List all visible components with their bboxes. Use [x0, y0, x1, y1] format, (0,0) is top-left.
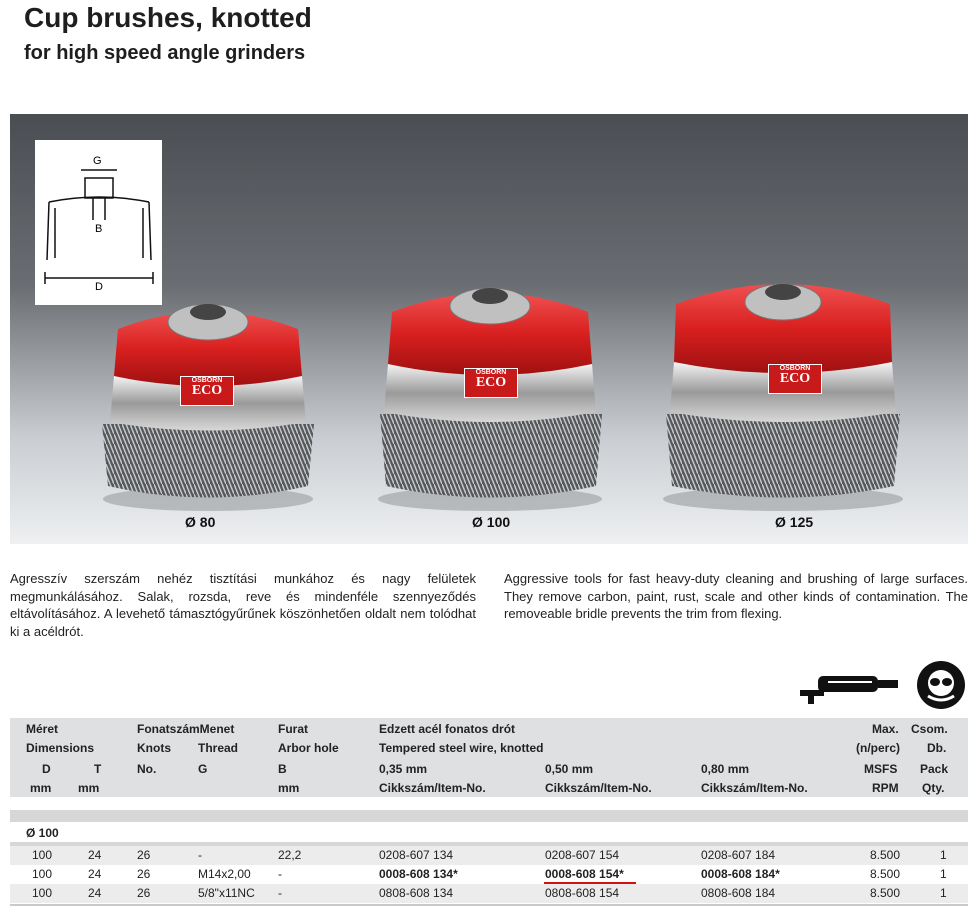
header-wire-050: 0,50 mm	[545, 762, 594, 776]
header-item-no: Cikkszám/Item-No.	[701, 781, 808, 795]
header-b: B	[278, 762, 287, 776]
header-g: G	[198, 762, 208, 776]
brush-100	[378, 288, 602, 511]
header-arbor-hole: Arbor hole	[278, 741, 339, 755]
header-csom: Csom.	[911, 722, 948, 736]
page-title: Cup brushes, knotted	[24, 2, 312, 33]
header-knots-hu: FonatszámMenet	[137, 722, 235, 736]
header-knots: Knots	[137, 741, 171, 755]
header-item-no: Cikkszám/Item-No.	[379, 781, 486, 795]
brush-80	[102, 304, 314, 511]
safety-goggles-icon	[916, 660, 966, 710]
eco-logo: OSBORN ECO	[464, 368, 518, 398]
table-bottom-border	[10, 904, 968, 906]
header-wire-hu: Edzett acél fonatos drót	[379, 722, 516, 736]
caption-125: Ø 125	[775, 514, 814, 530]
header-dimensions: Dimensions	[26, 741, 95, 755]
caption-100: Ø 100	[472, 514, 511, 530]
header-item-no: Cikkszám/Item-No.	[545, 781, 652, 795]
header-meret: Méret	[26, 722, 59, 736]
table-row: 100 24 26 - 22,2 0208-607 134 0208-607 154 0208-607 184 8.500 1	[10, 846, 968, 865]
header-furat: Furat	[278, 722, 308, 736]
brush-125	[663, 284, 903, 511]
header-wire-035: 0,35 mm	[379, 762, 428, 776]
header-nperc: (n/perc)	[856, 741, 901, 755]
header-rpm: RPM	[872, 781, 899, 795]
header-qty: Qty.	[922, 781, 945, 795]
page-subtitle: for high speed angle grinders	[24, 42, 306, 64]
header-max: Max.	[872, 722, 899, 736]
eco-logo: OSBORN ECO	[180, 376, 234, 406]
table-row: 100 24 26 M14x2,00 - 0008-608 134* 0008-608 154* 0008-608 184* 8.500 1	[10, 865, 968, 884]
angle-grinder-icon	[798, 668, 902, 706]
description-en: Aggressive tools for fast heavy-duty cleaning and brushing of large surfaces. They remove carbon, paint, rust, scale and other kinds of contamination. The removeable bridle prevents the trim from flexing.	[504, 571, 968, 621]
table-row: 100 24 26 5/8"x11NC - 0808-608 134 0808-608 154 0808-608 184 8.500 1	[10, 884, 968, 903]
eco-logo: OSBORN ECO	[768, 364, 822, 394]
header-mm: mm	[30, 781, 52, 795]
header-mm: mm	[78, 781, 100, 795]
header-mm: mm	[278, 781, 300, 795]
header-db: Db.	[927, 741, 947, 755]
table-separator	[10, 810, 968, 822]
header-t: T	[94, 762, 102, 776]
caption-80: Ø 80	[185, 514, 216, 530]
svg-text:B: B	[95, 223, 103, 235]
header-d: D	[42, 762, 51, 776]
svg-text:D: D	[95, 281, 103, 293]
header-wire-080: 0,80 mm	[701, 762, 750, 776]
group-label: Ø 100	[26, 826, 59, 840]
header-no: No.	[137, 762, 157, 776]
header-pack: Pack	[920, 762, 949, 776]
header-msfs: MSFS	[864, 762, 898, 776]
technical-diagram	[35, 140, 162, 305]
svg-text:G: G	[93, 155, 102, 167]
header-thread: Thread	[198, 741, 239, 755]
description-hu: Agresszív szerszám nehéz tisztítási munkához és nagy felületek megmunkálásához. Salak, rozsda, reve és mindenféle szennyeződés eltávolításához. A levehető támasztógyűrűnek köszönhetően oldalt nem tolódhat ki a acéldrót.	[10, 571, 476, 639]
header-wire-en: Tempered steel wire, knotted	[379, 741, 544, 755]
